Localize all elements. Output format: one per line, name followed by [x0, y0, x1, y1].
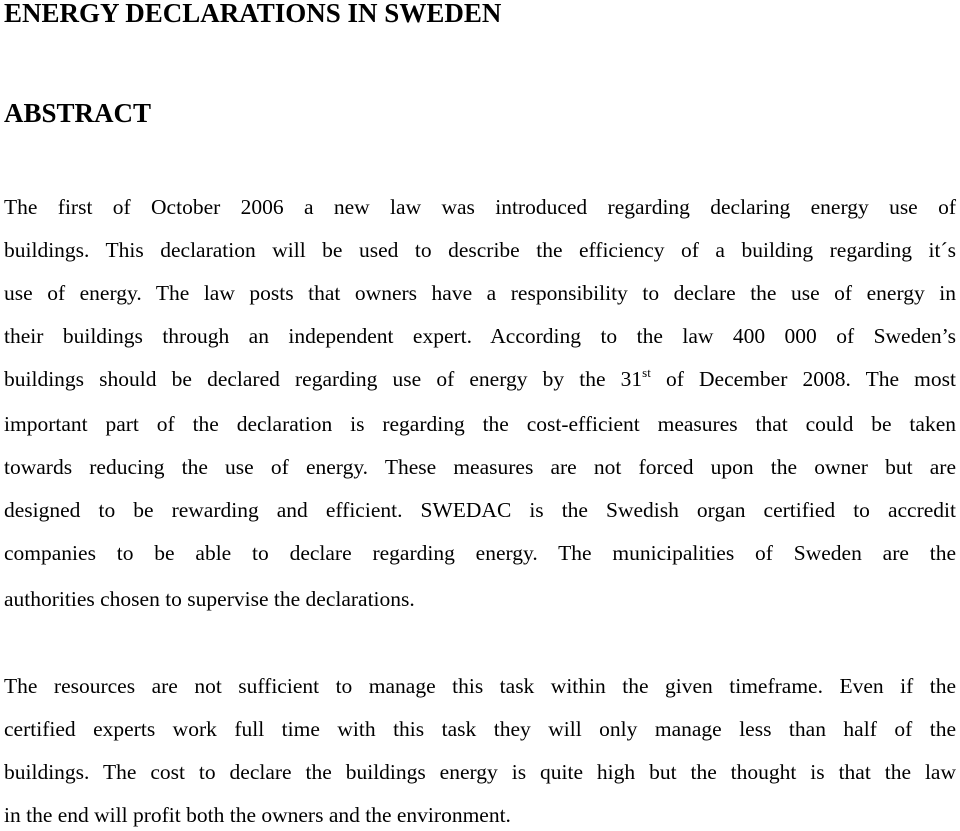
- paragraph-2-line-3: buildings. The cost to declare the buildings energy is quite high but the thought is that the law: [4, 760, 956, 784]
- paragraph-1-line-8: designed to be rewarding and efficient. SWEDAC is the Swedish organ certified to accredit: [4, 498, 956, 522]
- paragraph-1-line-7: towards reducing the use of energy. These measures are not forced upon the owner but are: [4, 455, 956, 479]
- line-5-text-after: of December 2008. The most: [650, 367, 956, 391]
- abstract-heading: ABSTRACT: [4, 98, 152, 128]
- paragraph-1-line-9: companies to be able to declare regarding energy. The municipalities of Sweden are the: [4, 541, 956, 565]
- paragraph-2-line-1: The resources are not sufficient to manage this task within the given timeframe. Even if the: [4, 674, 956, 698]
- paragraph-1-line-6: important part of the declaration is regarding the cost-efficient measures that could be taken: [4, 412, 956, 436]
- paragraph-1-line-4: their buildings through an independent expert. According to the law 400 000 of Sweden’s: [4, 324, 956, 348]
- document-title: ENERGY DECLARATIONS IN SWEDEN: [4, 0, 502, 28]
- paragraph-1-line-5: [4, 366, 956, 392]
- paragraph-1-line-1: The first of October 2006 a new law was introduced regarding declaring energy use of: [4, 195, 956, 219]
- paragraph-1-line-3: use of energy. The law posts that owners have a responsibility to declare the use of energy in: [4, 281, 956, 305]
- line-5-text-before: buildings should be declared regarding use of energy by the 31: [4, 367, 643, 391]
- paragraph-1-line-2: buildings. This declaration will be used to describe the efficiency of a building regarding it´s: [4, 238, 956, 262]
- paragraph-1-line-10: authorities chosen to supervise the declarations.: [4, 587, 415, 611]
- ordinal-superscript: st: [642, 365, 651, 380]
- paragraph-2-line-2: certified experts work full time with this task they will only manage less than half of the: [4, 717, 956, 741]
- paragraph-2-line-4: in the end will profit both the owners and the environment.: [4, 803, 511, 827]
